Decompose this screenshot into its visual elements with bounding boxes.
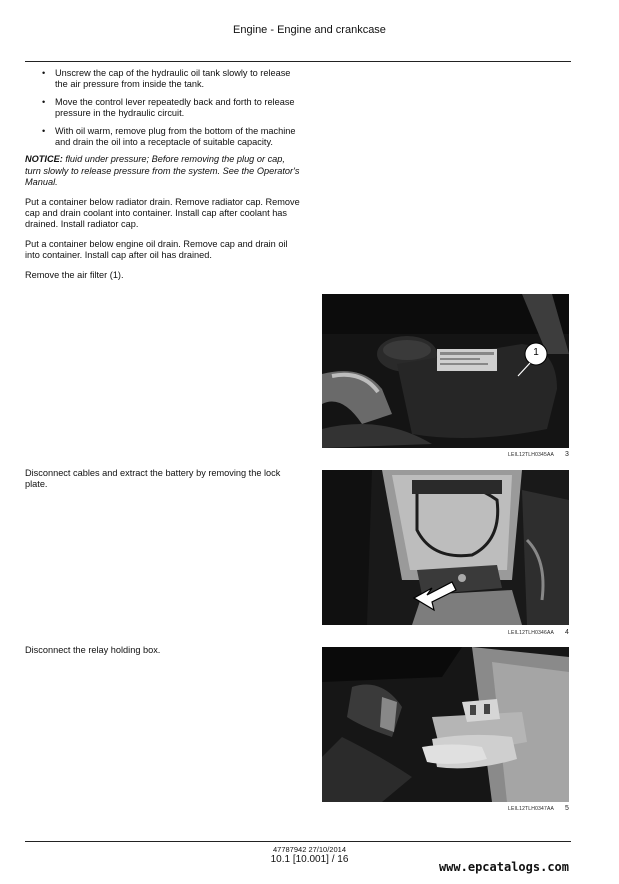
figure-3-code: LEIL12TLH0345AA — [508, 452, 555, 458]
bullet-dot-icon: • — [42, 68, 46, 78]
watermark-link[interactable]: www.epcatalogs.com — [438, 860, 569, 874]
footer-doc-ref: 47787942 27/10/2014 — [273, 845, 346, 854]
relay-text-block — [25, 645, 300, 656]
notice-text: fluid under pressure; Before removing the plug or cap, turn slowly to release pressure from the system. See the Operator's Manual. — [25, 154, 300, 188]
relay-paragraph: Disconnect the relay holding box. — [25, 645, 161, 655]
notice-paragraph — [25, 154, 300, 188]
bullet-item: • Unscrew the cap of the hydraulic oil tank slowly to release the air pressure from inside the tank. — [42, 68, 291, 90]
bullet-dot-icon: • — [42, 96, 46, 107]
figure-5-code: LEIL12TLH0347AA — [508, 806, 555, 812]
notice-label: NOTICE: — [25, 154, 63, 165]
bullet-item: • With oil warm, remove plug from the bottom of the machine and drain the oil into a receptacle of suitable capacity. — [42, 125, 296, 148]
bullet-dot-icon: • — [42, 125, 46, 136]
footer-page-number: 10.1 [10.001] / 16 — [270, 854, 349, 865]
callout-1-label: 1 — [533, 347, 539, 358]
header-rule — [25, 61, 571, 62]
figure-4-code: LEIL12TLH0346AA — [508, 630, 555, 636]
figure-4-number: 4 — [565, 629, 569, 636]
battery-text-block — [25, 468, 300, 491]
figure-3-photo — [322, 294, 569, 448]
engine-oil-paragraph: Put a container below engine oil drain. Remove cap and drain oil into container. Install cap after oil has drained. — [25, 238, 288, 261]
radiator-paragraph: Put a container below radiator drain. Remove radiator cap. Remove cap and drain coolant into container. Install cap after coolant has drained. Install radiator cap. — [25, 196, 300, 230]
battery-paragraph: Disconnect cables and extract the battery by removing the lock plate. — [25, 468, 281, 490]
instruction-block — [25, 68, 300, 281]
figure-4-photo — [322, 470, 569, 625]
figure-5-photo — [322, 647, 569, 802]
bullet-list — [25, 68, 300, 148]
air-filter-paragraph: Remove the air filter (1). — [25, 269, 124, 280]
page-header-title: Engine - Engine and crankcase — [233, 24, 386, 36]
figure-5-number: 5 — [565, 805, 569, 812]
bullet-item: • Move the control lever repeatedly back and forth to release pressure in the hydraulic circuit. — [42, 96, 295, 119]
figure-3-number: 3 — [565, 451, 569, 458]
footer-rule — [25, 841, 571, 842]
